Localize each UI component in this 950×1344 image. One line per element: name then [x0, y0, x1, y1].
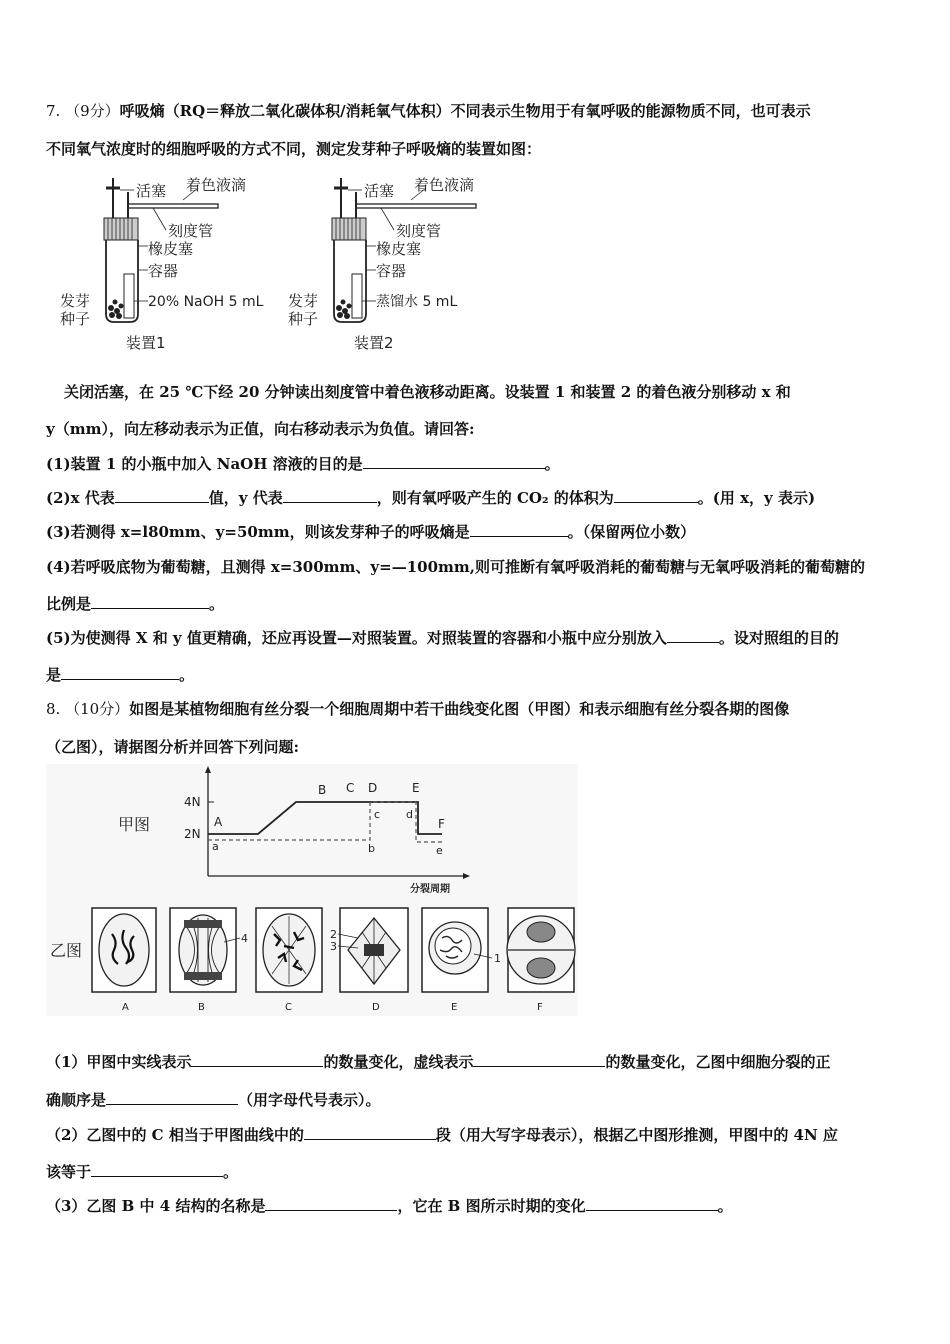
apparatus-1 [60, 176, 264, 352]
q7-apparatus-figure [58, 174, 478, 356]
q8-sub-1-line-2 [46, 1090, 906, 1110]
q8-graph-jia [46, 764, 578, 898]
a1-caption: 装置1 [126, 334, 166, 352]
q8-sub-1-blank-solid[interactable] [191, 1052, 323, 1067]
graph-jia-label: 甲图 [118, 815, 151, 834]
marker-3: 3 [330, 940, 337, 953]
cell-letter-b: B [198, 1002, 205, 1013]
q8-sub-1-text-c: 的数量变化，乙图中细胞分裂的正 [605, 1053, 831, 1071]
q7-sub-2-blank-co2[interactable] [614, 488, 698, 503]
point-b: b [368, 842, 375, 855]
q7-number: 7. [46, 102, 61, 120]
q7-sub-5-text-c: 是 [46, 666, 62, 684]
a2-tube-label: 刻度管 [396, 222, 442, 240]
q8-intro-line-1 [46, 699, 906, 719]
a2-valve-label: 活塞 [364, 182, 395, 200]
q7-sub-2-text-b: 值，y 代表 [208, 489, 283, 507]
apparatus-2 [288, 176, 476, 352]
a1-solution-label: 20% NaOH 5 mL [148, 294, 264, 310]
a2-stopper-label: 橡皮塞 [376, 240, 422, 258]
q8-intro-text-1: 如图是某植物细胞有丝分裂一个细胞周期中若干曲线变化图（甲图）和表示细胞有丝分裂各期的图像 [129, 700, 790, 718]
q7-intro-line-1 [46, 101, 906, 121]
q8-sub-3-blank-structure[interactable] [265, 1196, 397, 1211]
point-D: D [368, 781, 378, 795]
marker-2: 2 [330, 928, 337, 941]
point-F: F [438, 817, 445, 831]
a1-stopper-label: 橡皮塞 [148, 240, 194, 258]
cell-letter-c: C [285, 1002, 292, 1013]
q8-sub-3-blank-change[interactable] [586, 1196, 718, 1211]
q8-number: 8. [46, 700, 61, 718]
point-A: A [214, 815, 223, 829]
a2-droplet-label: 着色液滴 [414, 176, 475, 194]
a1-seed-label-2: 种子 [60, 310, 91, 328]
q8-sub-1-text-e: （用字母代号表示）。 [238, 1091, 381, 1109]
q7-sub-5-text-a: (5)为使测得 X 和 y 值更精确，还应再设置—对照装置。对照装置的容器和小瓶中应分别放入 [46, 629, 667, 647]
q8-intro-line-2: （乙图），请据图分析并回答下列问题: [46, 738, 300, 756]
q7-sub-5-blank-2[interactable] [61, 665, 179, 680]
q8-sub-2-blank-segment[interactable] [304, 1125, 436, 1140]
q8-sub-2-text-a: （2）乙图中的 C 相当于甲图曲线中的 [46, 1126, 304, 1144]
q7-intro-line-2: 不同氧气浓度时的细胞呼吸的方式不同，测定发芽种子呼吸熵的装置如图： [46, 140, 542, 158]
point-B: B [318, 783, 327, 797]
q7-sub-2-text-d: 。(用 x，y 表示) [697, 489, 816, 507]
cell-letter-d: D [372, 1002, 380, 1013]
y-tick-4n: 4N [184, 795, 201, 809]
q8-sub-3-end: 。 [717, 1197, 733, 1215]
q8-sub-1-line-1 [46, 1052, 906, 1072]
q7-para-1: 关闭活塞，在 25 ℃下经 20 分钟读出刻度管中着色液移动距离。设装置 1 和装置 2 的着色液分别移动 x 和 [64, 383, 791, 401]
q7-sub-2-text-a: (2)x 代表 [46, 489, 115, 507]
q7-sub-1-end: 。 [544, 455, 560, 473]
point-a: a [212, 840, 219, 853]
q7-sub-2 [46, 488, 906, 508]
a1-seed-label-1: 发芽 [60, 292, 91, 310]
q7-sub-4-end: 。 [209, 595, 225, 613]
q7-sub-4-text: 比例是 [46, 595, 92, 613]
q8-sub-3 [46, 1196, 906, 1216]
q8-sub-2-line-2 [46, 1162, 906, 1182]
q8-sub-1-blank-dashed[interactable] [473, 1052, 605, 1067]
q7-sub-1-text: (1)装置 1 的小瓶中加入 NaOH 溶液的目的是 [46, 455, 363, 473]
q8-sub-1-text-d: 确顺序是 [46, 1091, 107, 1109]
q7-sub-5-blank-1[interactable] [667, 628, 719, 643]
q8-sub-1-text-a: （1）甲图中实线表示 [46, 1053, 192, 1071]
a2-seed-label-1: 发芽 [288, 292, 319, 310]
q7-sub-3-end: 。（保留两位小数） [567, 523, 696, 541]
q7-para-2: y（mm），向左移动表示为正值，向右移动表示为负值。请回答: [46, 420, 475, 438]
a2-caption: 装置2 [354, 334, 394, 352]
marker-1: 1 [494, 952, 501, 965]
q7-sub-5-line-2 [46, 665, 906, 685]
q8-sub-1-blank-order[interactable] [106, 1090, 238, 1105]
cell-letter-a: A [122, 1002, 129, 1013]
a2-seed-label-2: 种子 [288, 310, 319, 328]
q8-sub-2-text-c: 该等于 [46, 1163, 92, 1181]
q8-sub-2-blank-4n[interactable] [91, 1162, 223, 1177]
q7-sub-4-blank[interactable] [91, 594, 209, 609]
q8-sub-3-text-b: ，它在 B 图所示时期的变化 [397, 1197, 586, 1215]
a2-container-label: 容器 [376, 262, 407, 280]
cells-yi-label: 乙图 [50, 941, 83, 960]
q7-sub-3-text: (3)若测得 x=l80mm、y=50mm，则该发芽种子的呼吸熵是 [46, 523, 470, 541]
cell-letter-f: F [537, 1002, 543, 1013]
q7-sub-5-line-1 [46, 628, 906, 648]
q7-sub-5-text-b: 。设对照组的目的 [718, 629, 839, 647]
q7-sub-2-text-c: ，则有氧呼吸产生的 CO₂ 的体积为 [376, 489, 614, 507]
q8-score: （10分） [65, 700, 130, 718]
a1-container-label: 容器 [148, 262, 179, 280]
point-C: C [346, 781, 355, 795]
q7-sub-2-blank-x[interactable] [115, 488, 209, 503]
q7-sub-1 [46, 454, 906, 474]
q7-sub-3 [46, 522, 906, 542]
point-c: c [374, 808, 381, 821]
a2-solution-label: 蒸馏水 5 mL [376, 294, 458, 310]
cell-letter-e: E [451, 1002, 458, 1013]
marker-4: 4 [241, 932, 248, 945]
q8-sub-3-text-a: （3）乙图 B 中 4 结构的名称是 [46, 1197, 266, 1215]
q7-sub-4-line-2 [46, 594, 906, 614]
q7-sub-3-blank[interactable] [470, 522, 568, 537]
point-E: E [412, 781, 420, 795]
q7-score: （9分） [65, 102, 120, 120]
y-tick-2n: 2N [184, 827, 201, 841]
x-axis-label: 分裂周期 [410, 884, 450, 895]
q8-sub-1-text-b: 的数量变化，虚线表示 [323, 1053, 474, 1071]
q8-sub-2-end: 。 [223, 1163, 239, 1181]
q7-sub-1-blank[interactable] [363, 454, 545, 469]
point-d: d [406, 808, 413, 821]
q7-intro-text-1: 呼吸熵（RQ＝释放二氧化碳体积/消耗氧气体积）不同表示生物用于有氧呼吸的能源物质不同，也可表示 [119, 102, 811, 120]
q7-sub-4-line-1: (4)若呼吸底物为葡萄糖，且测得 x=300mm、y=—100mm,则可推断有氧呼吸消耗的葡萄糖与无氧呼吸消耗的葡萄糖的 [46, 558, 865, 576]
a1-valve-label: 活塞 [136, 182, 167, 200]
q8-sub-2-text-b: 段（用大写字母表示），根据乙中图形推测，甲图中的 4N 应 [435, 1126, 838, 1144]
point-e: e [436, 844, 443, 857]
q8-sub-2-line-1 [46, 1125, 906, 1145]
a1-droplet-label: 着色液滴 [186, 176, 247, 194]
q8-cells-yi [46, 898, 578, 1016]
a1-tube-label: 刻度管 [168, 222, 214, 240]
q7-sub-5-end: 。 [179, 666, 195, 684]
q7-sub-2-blank-y[interactable] [283, 488, 377, 503]
